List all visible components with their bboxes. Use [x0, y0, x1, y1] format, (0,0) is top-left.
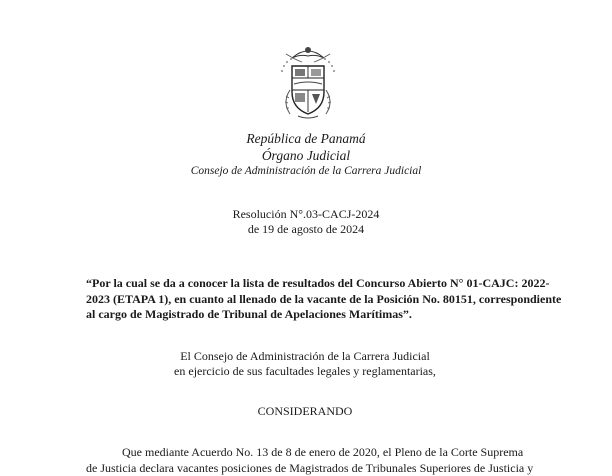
council-line-2: en ejercicio de sus facultades legales y reglamentarias,: [174, 364, 436, 378]
resolution-date: de 19 de agosto de 2024: [247, 222, 365, 236]
header-consejo: Consejo de Administración de la Carrera Judicial: [190, 165, 422, 177]
resolution-subject: [86, 276, 562, 323]
subject-line-3: al cargo de Magistrado de Tribunal de Apelaciones Marítimas”.: [86, 307, 412, 321]
resolution-number: Resolución N°.03-CACJ-2024: [232, 207, 380, 221]
subject-line-2: 2023 (ETAPA 1), en cuanto al llenado de la vacante de la Posición No. 80151, correspondiente: [86, 291, 562, 306]
header-organo: Órgano Judicial: [261, 148, 351, 163]
considerando-heading: CONSIDERANDO: [257, 404, 353, 418]
council-line-1: El Consejo de Administración de la Carrera Judicial: [180, 349, 430, 363]
body-paragraph: [86, 444, 546, 476]
header-republica: República de Panamá: [246, 131, 366, 146]
body-line-1: Que mediante Acuerdo No. 13 de 8 de enero de 2020, el Pleno de la Corte Suprema: [122, 445, 524, 459]
subject-line-1: “Por la cual se da a conocer la lista de resultados del Concurso Abierto N° 01-CAJC: 2022-: [86, 276, 550, 290]
body-line-2: de Justicia declara vacantes posiciones de Magistrados de Tribunales Superiores de Justicia y: [86, 461, 534, 475]
coat-of-arms-icon: [272, 40, 344, 124]
